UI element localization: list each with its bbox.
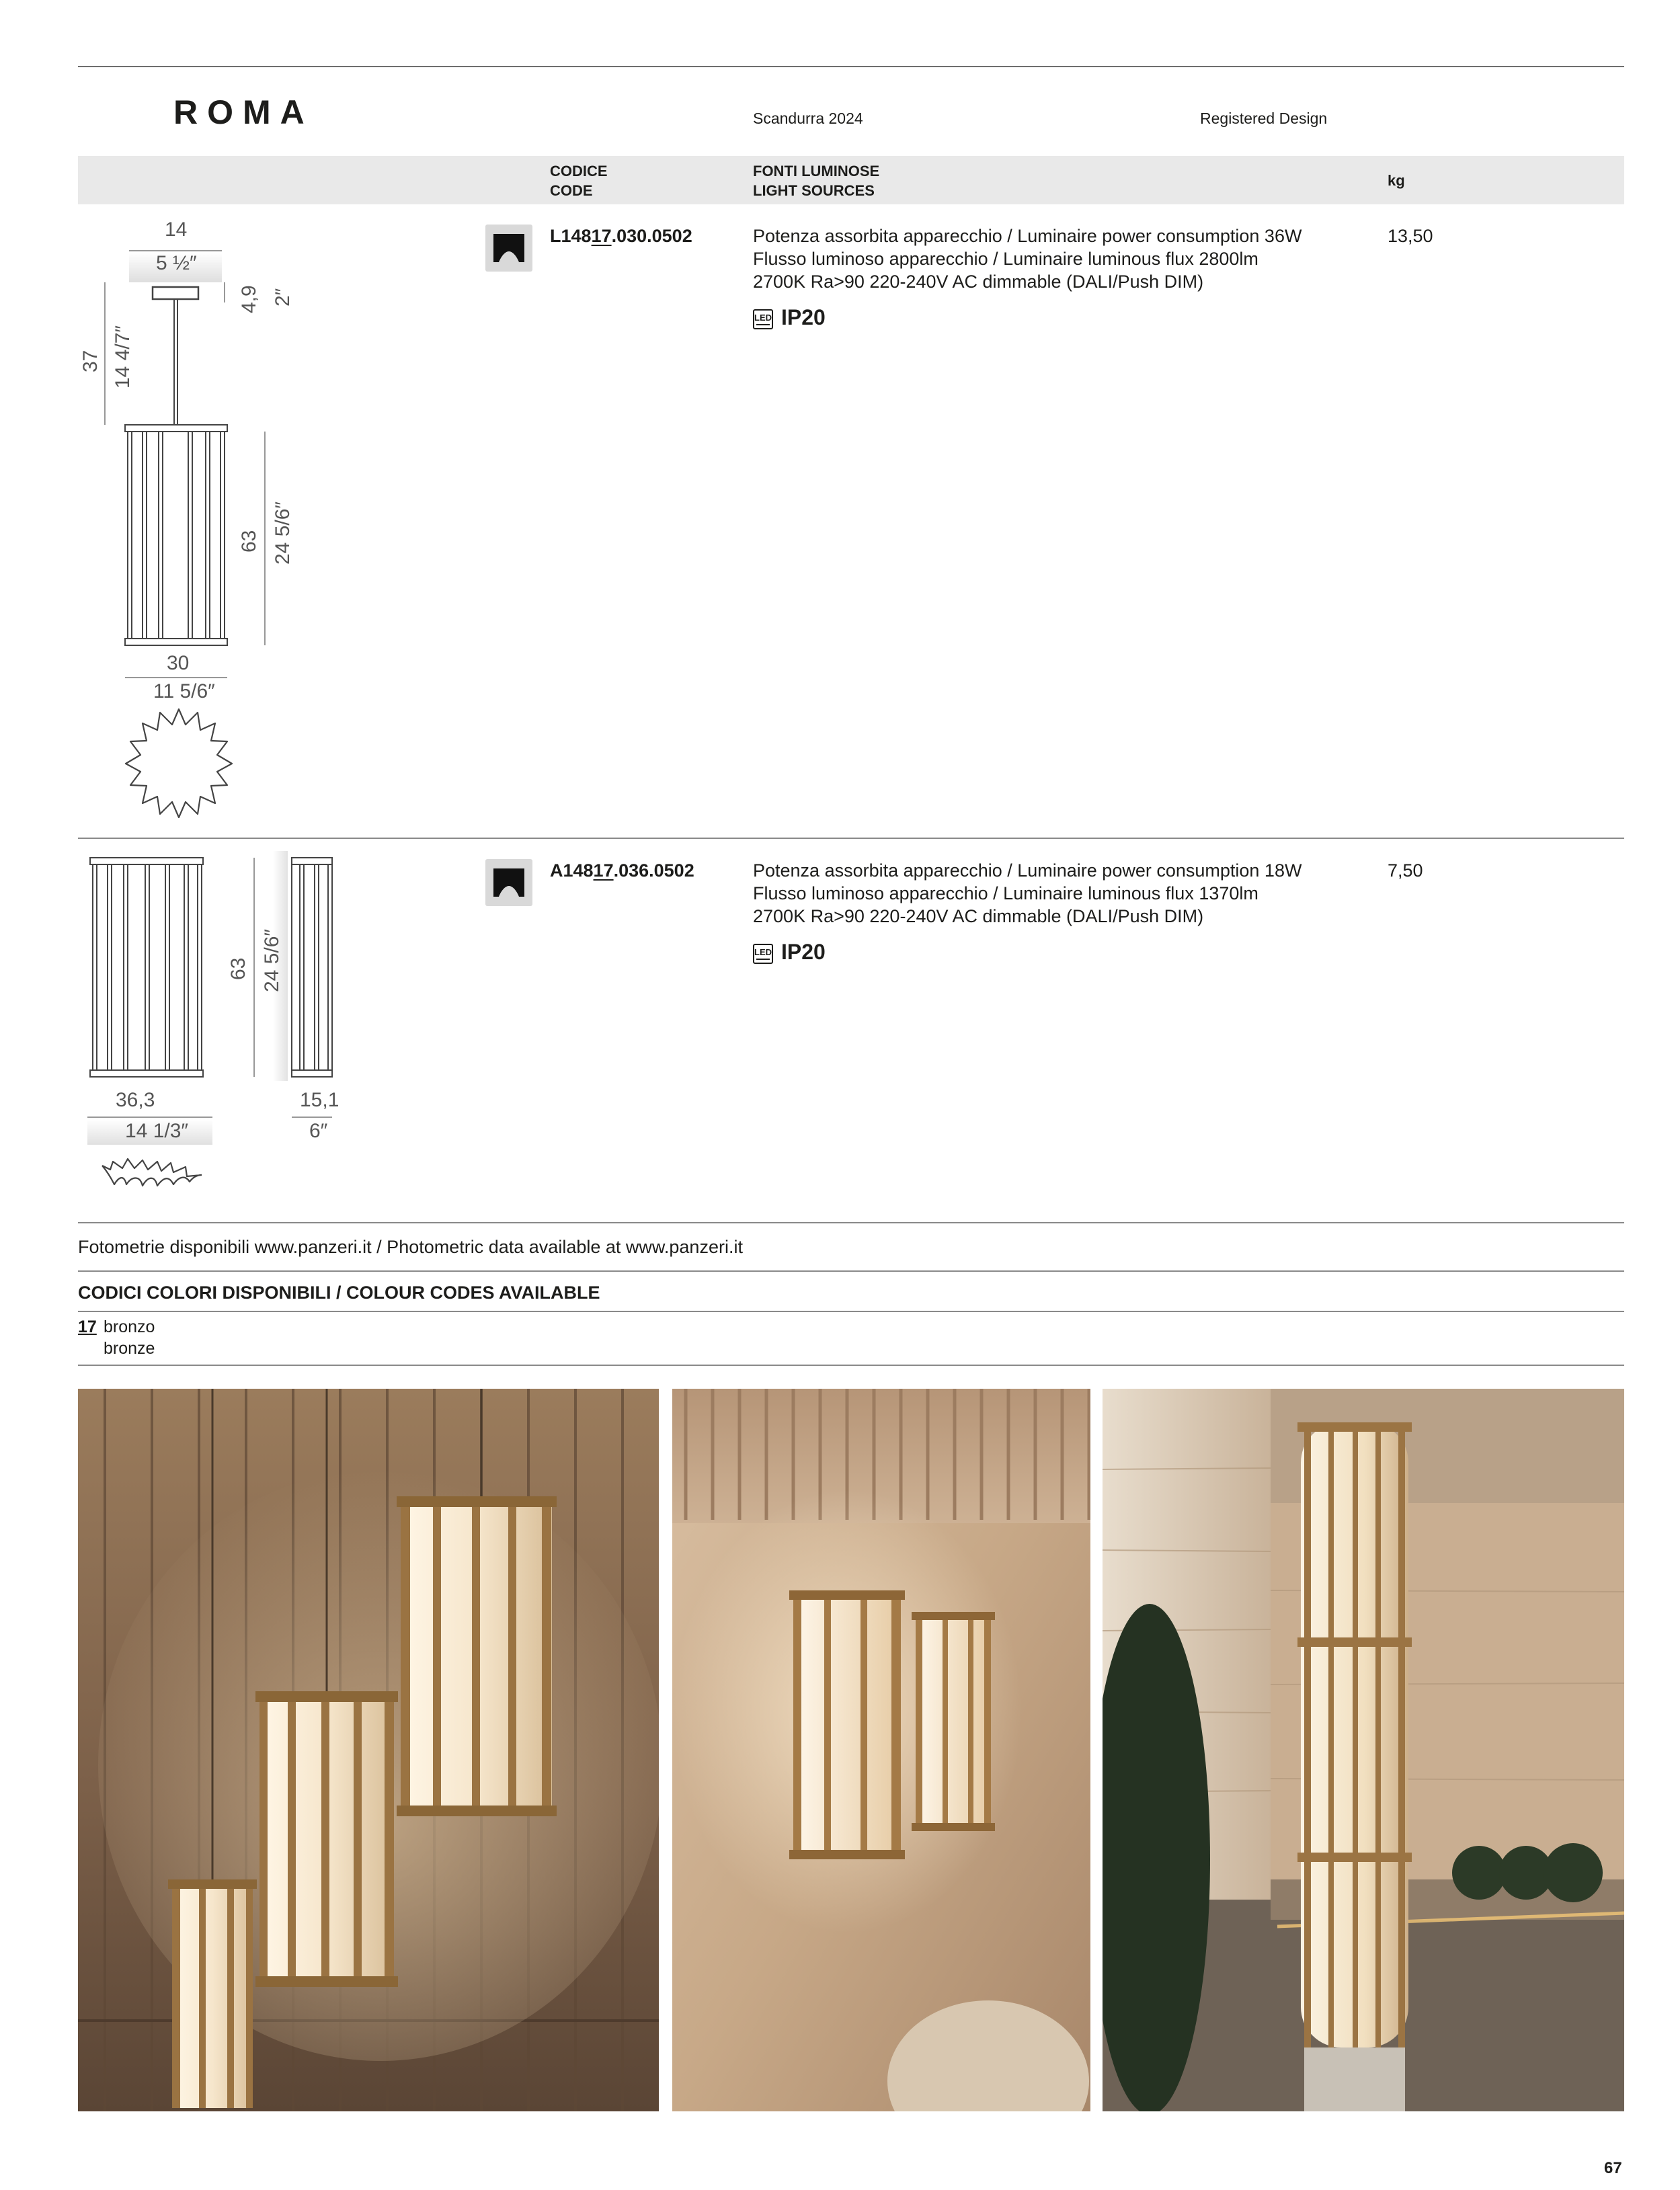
colour-code-entry	[78, 1316, 155, 1359]
ip-rating: IP20	[781, 940, 826, 964]
footer-divider-1	[78, 1222, 1624, 1223]
led-icon: LED	[753, 944, 773, 964]
spec-power: Potenza assorbita apparecchio / Luminaire power consumption 36W	[753, 226, 1302, 246]
footer-divider-4	[78, 1365, 1624, 1366]
code-prefix: L148	[550, 226, 592, 246]
dim-wall-height-cm: 63	[227, 957, 249, 980]
colour-code: 17	[78, 1317, 97, 1336]
wall-technical-drawing	[78, 848, 374, 1225]
photo-pendants	[78, 1389, 659, 2111]
dim-wall-depth-in: 6″	[309, 1120, 328, 1142]
wall-type-icon	[485, 859, 532, 906]
colour-codes-heading: CODICI COLORI DISPONIBILI / COLOUR CODES AVAILABLE	[78, 1283, 600, 1303]
led-icon: LED	[753, 309, 773, 329]
col-code-it: CODICE	[550, 163, 608, 179]
design-note: Registered Design	[1200, 110, 1328, 127]
photo-column-light	[1103, 1389, 1624, 2111]
spec-electrical: 2700K Ra>90 220-240V AC dimmable (DALI/Push DIM)	[753, 906, 1204, 926]
dim-canopy-height-cm: 4,9	[238, 285, 260, 313]
ratings-pendant	[753, 305, 826, 330]
column-scene-image	[1103, 1389, 1624, 2111]
spec-electrical: 2700K Ra>90 220-240V AC dimmable (DALI/Push DIM)	[753, 272, 1204, 292]
code-color: 17	[591, 226, 612, 246]
weight-wall: 7,50	[1388, 860, 1423, 881]
dim-body-height-cm: 63	[238, 530, 260, 553]
wall-light-icon	[485, 859, 532, 906]
col-code-en: CODE	[550, 182, 593, 199]
dim-body-width-in: 11 5/6″	[153, 680, 215, 702]
product-code-pendant	[550, 226, 692, 247]
col-code-header	[550, 161, 608, 200]
ceiling-light-icon	[485, 225, 532, 272]
dim-body-width-cm: 30	[167, 652, 190, 674]
photometric-note: Fotometrie disponibili www.panzeri.it / Photometric data available at www.panzeri.it	[78, 1237, 743, 1257]
dim-wall-depth-cm: 15,1	[300, 1089, 339, 1111]
col-sources-header	[753, 161, 879, 200]
product-code-wall	[550, 860, 694, 881]
dim-wall-width-cm: 36,3	[116, 1089, 155, 1111]
col-sources-en: LIGHT SOURCES	[753, 182, 875, 199]
pendant-type-icon	[485, 225, 532, 272]
dim-cable-cm: 37	[79, 350, 102, 372]
top-rule	[78, 66, 1624, 67]
designer-year: Scandurra 2024	[753, 110, 863, 127]
code-suffix: .030.0502	[611, 226, 692, 246]
dim-canopy-width-in: 5 ½″	[156, 252, 197, 274]
colour-name-en: bronze	[104, 1339, 155, 1358]
spec-flux: Flusso luminoso apparecchio / Luminaire luminous flux 1370lm	[753, 883, 1258, 903]
dim-body-height-in: 24 5/6″	[272, 501, 294, 565]
pendants-scene-image	[78, 1389, 659, 2111]
col-sources-it: FONTI LUMINOSE	[753, 163, 880, 179]
spec-block-pendant	[753, 225, 1302, 293]
dim-canopy-height-in: 2″	[272, 288, 294, 307]
dim-wall-width-in: 14 1/3″	[125, 1120, 189, 1142]
row-divider	[78, 838, 1624, 839]
footer-divider-3	[78, 1311, 1624, 1312]
wall-drawing	[78, 848, 374, 1225]
page-title: ROMA	[173, 93, 314, 131]
spec-power: Potenza assorbita apparecchio / Luminaire power consumption 18W	[753, 860, 1302, 881]
col-weight-header: kg	[1388, 172, 1405, 189]
weight-pendant: 13,50	[1388, 226, 1433, 246]
colour-name-it: bronzo	[104, 1317, 155, 1336]
wall-lights-scene-image	[672, 1389, 1090, 2111]
code-suffix: .036.0502	[613, 860, 694, 881]
code-prefix: A148	[550, 860, 594, 881]
spec-block-wall	[753, 859, 1302, 928]
photo-wall-lights	[672, 1389, 1090, 2111]
dim-wall-height-in: 24 5/6″	[261, 928, 283, 992]
spec-flux: Flusso luminoso apparecchio / Luminaire luminous flux 2800lm	[753, 249, 1258, 269]
page-number: 67	[1604, 2159, 1622, 2177]
footer-divider-2	[78, 1270, 1624, 1272]
dim-canopy-width-cm: 14	[165, 218, 188, 241]
code-color: 17	[593, 860, 614, 881]
dim-cable-in: 14 4/7″	[112, 325, 134, 389]
ip-rating: IP20	[781, 305, 826, 329]
ratings-wall	[753, 940, 826, 965]
